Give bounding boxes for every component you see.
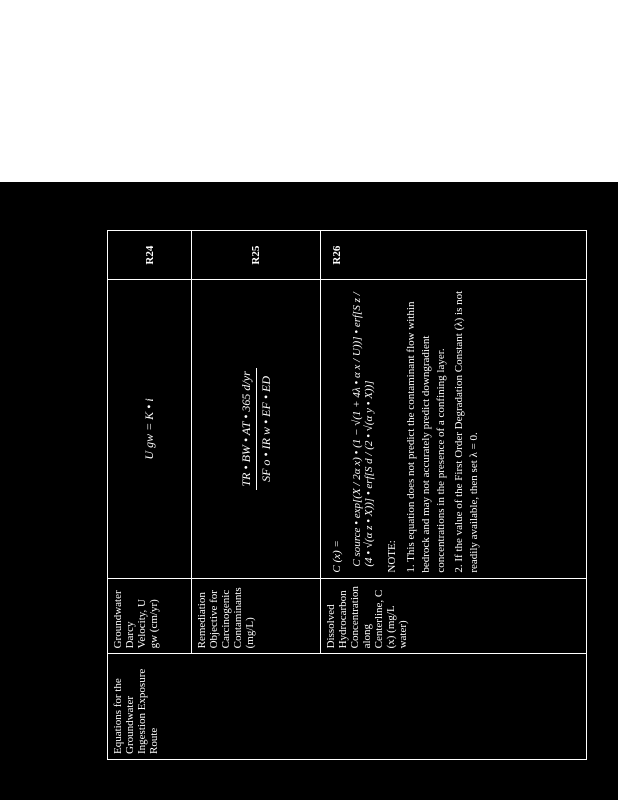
table-row-darcy-velocity [108,231,192,760]
top-margin [0,0,618,182]
parameter-cell: Remediation Objective for Carcinogenic Contaminants (mg/L) [192,578,321,654]
reference-cell: R25 [192,231,321,280]
rotated-document-page [107,230,587,760]
note-item: 2. If the value of the First Order Degradation Constant (λ) is not readily available, then set λ = 0. [453,290,481,573]
equation-darcy: U gw = K • i [142,398,156,460]
reference-cell: R24 [108,231,192,280]
note-item: 1. This equation does not predict the contaminant flow within bedrock and may not accurately predict downgradient concentrations in the presence of a confining layer. [404,301,447,573]
equation-remediation [196,285,316,572]
equation-cell [321,280,587,578]
reference-cell: R26 [321,231,587,280]
note-label: NOTE: [386,540,398,573]
equation-denominator: SF o • IR w • EF • ED [258,375,273,482]
equation-concentration: C source • exp[(X / 2α x) • (1 − √(1 + 4λ • α x / U))] • erf[S z / (4 • √(α z • X))] • erf[S d / (2 • √(α y • X))] [351,292,375,567]
notes-block [385,285,482,572]
parameter-cell: Dissolved Hydrocarbon Concentration along Centerline, C (x) (mg/L water) [321,578,587,654]
parameter-cell: Groundwater Darcy Velocity, U gw (cm/yr) [108,578,192,654]
section-label: Equations for the Groundwater Ingestion Exposure Route [108,654,587,760]
equation-lhs: C (x) = [331,540,343,573]
equation-numerator: TR • BW • AT • 365 d/yr [239,368,257,489]
equation-cell [108,280,192,578]
equations-table [107,230,587,760]
equation-cell [192,280,321,578]
